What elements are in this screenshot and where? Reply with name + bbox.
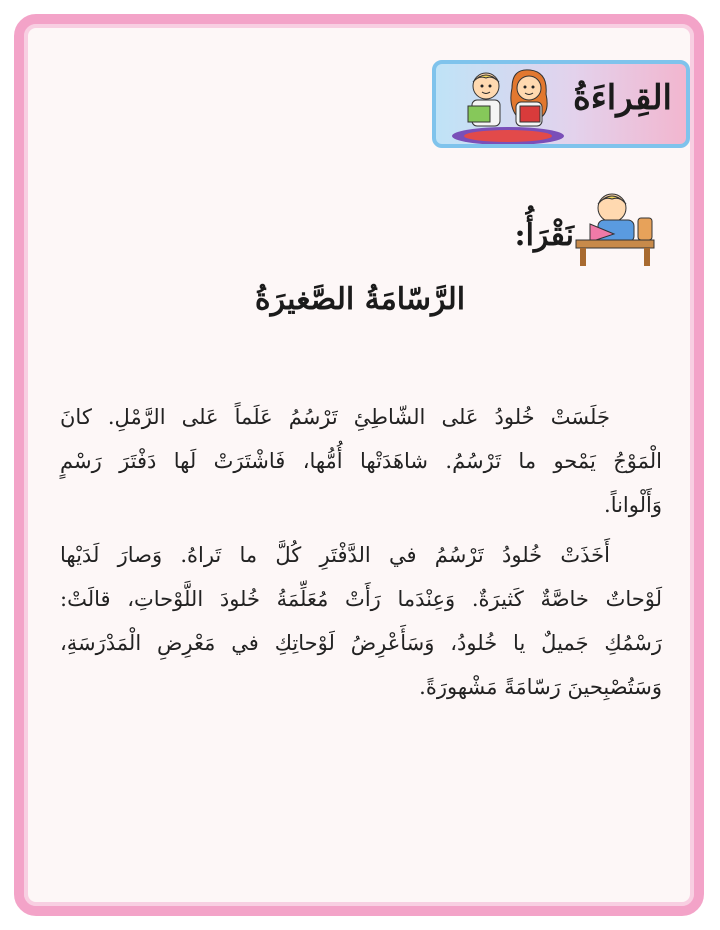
text-line: وَأَلْواناً. bbox=[604, 493, 662, 517]
text-line: وَسَتُصْبِحينَ رَسّامَةً مَشْهورَةً. bbox=[419, 675, 662, 699]
reading-children-icon bbox=[446, 66, 566, 146]
paragraph-2 bbox=[60, 533, 662, 709]
text-line: الْمَوْجُ يَمْحو ما تَرْسُمُ. شاهَدَتْها أُمُّها، فَاشْتَرَتْ لَها دَفْتَرَ رَسْمٍ bbox=[60, 449, 662, 473]
lesson-banner bbox=[432, 60, 690, 148]
text-line: جَلَسَتْ خُلودُ عَلى الشّاطِئِ تَرْسُمُ عَلَماً عَلى الرَّمْلِ. كانَ bbox=[60, 405, 610, 429]
story-title: الرَّسّامَةُ الصَّغيرَةُ bbox=[254, 282, 466, 317]
text-line: أَخَذَتْ خُلودُ تَرْسُمُ في الدَّفْتَرِ كُلَّ ما تَراهُ. وَصارَ لَدَيْها bbox=[60, 543, 610, 567]
child-reading-at-desk-icon bbox=[568, 188, 660, 268]
paragraph-1 bbox=[60, 395, 662, 527]
text-line: رَسْمُكِ جَميلٌ يا خُلودُ، وَسَأَعْرِضُ لَوْحاتِكِ في مَعْرِضِ الْمَدْرَسَةِ، bbox=[60, 631, 662, 655]
text-line: لَوْحاتٌ خاصَّةٌ كَثيرَةٌ. وَعِنْدَما رَأَتْ مُعَلِّمَةُ خُلودَ اللَّوْحاتِ، قالَتْ: bbox=[60, 587, 662, 611]
section-heading: نَقْرَأُ: bbox=[514, 218, 574, 253]
banner-title: القِراءَةُ bbox=[572, 78, 672, 118]
story-body bbox=[60, 395, 662, 709]
